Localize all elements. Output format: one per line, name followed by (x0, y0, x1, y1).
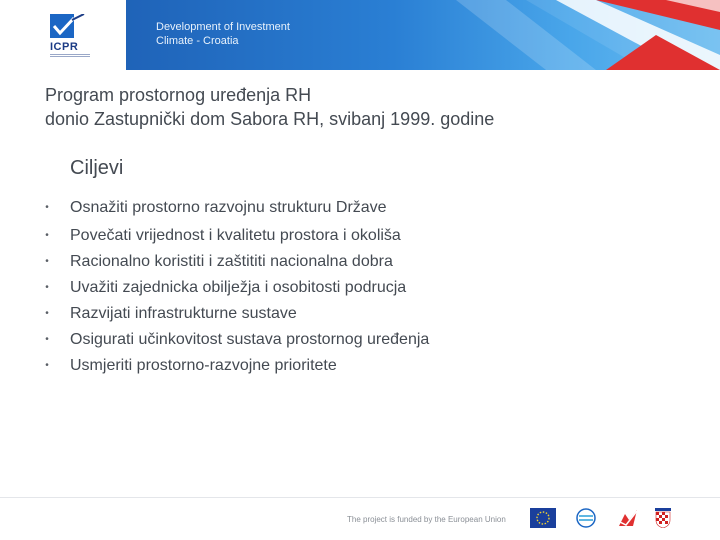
list-item (40, 275, 429, 301)
bullet-icon: • (45, 334, 49, 345)
bullet-icon: • (45, 202, 49, 213)
list-item-text: Racionalno koristiti i zaštititi nacionalna dobra (70, 253, 393, 270)
list-item (40, 353, 429, 379)
slide-title (45, 83, 494, 131)
banner-line-2: Climate - Croatia (156, 35, 239, 47)
eu-flag-icon (530, 508, 556, 528)
list-item-text: Osnažiti prostorno razvojnu strukturu Države (70, 199, 387, 216)
ministry-logo-icon (617, 508, 639, 528)
icpr-checkmark-icon (50, 14, 86, 38)
footer-divider (0, 497, 720, 498)
croatia-coat-of-arms-icon (655, 508, 671, 528)
icpr-logo (0, 0, 126, 70)
banner-text (156, 20, 290, 48)
list-item-text: Osigurati učinkovitost sustava prostornog uređenja (70, 331, 430, 348)
bullet-icon: • (45, 360, 49, 371)
list-item-text: Razvijati infrastrukturne sustave (70, 305, 297, 322)
bullet-icon: • (45, 256, 49, 267)
bullet-icon: • (45, 230, 49, 241)
partner-logo-icon (575, 508, 597, 528)
banner-line-1: Development of Investment (156, 21, 290, 33)
list-item-text: Uvažiti zajednicka obilježja i osobitosti podrucja (70, 279, 407, 296)
list-item (40, 249, 429, 275)
list-item (40, 327, 429, 353)
list-item (40, 301, 429, 327)
logo-text: ICPR (50, 41, 79, 53)
slide-subtitle: Ciljevi (70, 157, 124, 179)
title-line-1: Program prostornog uređenja RH (45, 85, 312, 105)
list-item (40, 195, 429, 221)
list-item-text: Povečati vrijednost i kvalitetu prostora i okoliša (70, 227, 401, 244)
title-line-2: donio Zastupnički dom Sabora RH, svibanj 1999. godine (45, 109, 495, 129)
footer-funding-text: The project is funded by the European Union (347, 515, 506, 524)
goals-list (40, 195, 429, 379)
header (0, 0, 720, 70)
bullet-icon: • (45, 282, 49, 293)
list-item-text: Usmjeriti prostorno-razvojne prioritete (70, 357, 337, 374)
logo-tagline (50, 54, 90, 58)
header-banner (126, 0, 720, 70)
bullet-icon: • (45, 308, 49, 319)
list-item (40, 223, 429, 249)
